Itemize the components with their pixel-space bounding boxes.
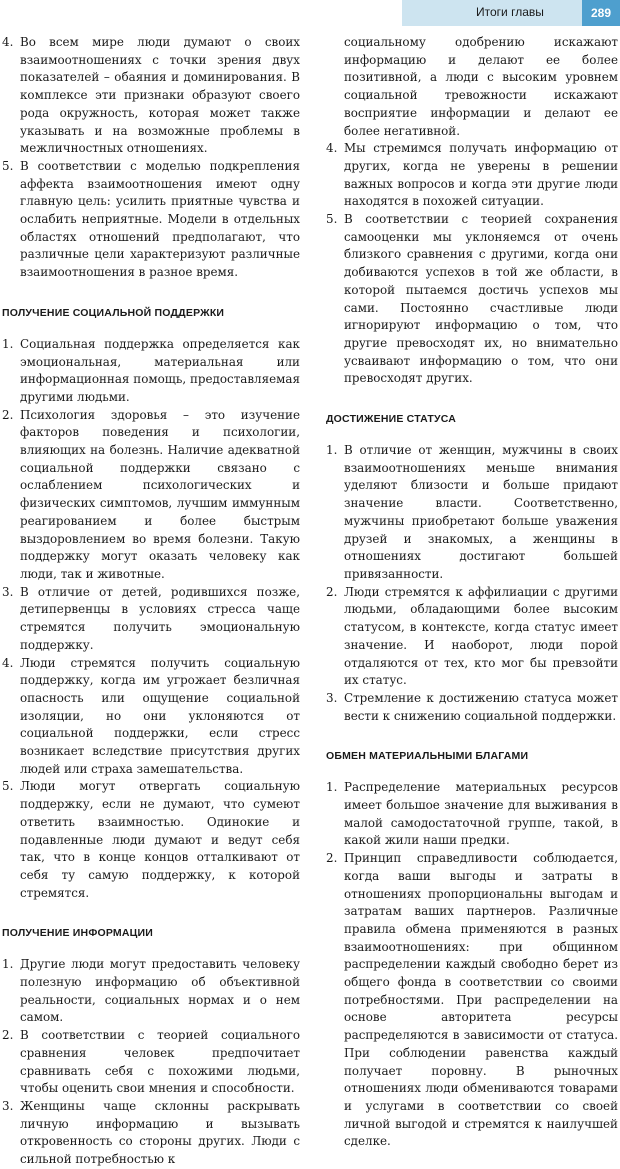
chapter-summary-title: Итоги главы (476, 5, 544, 19)
item-number: 1. (326, 780, 338, 795)
list-item (326, 211, 618, 388)
item-number: 5. (2, 779, 14, 794)
list-item (326, 850, 618, 1151)
list-item (2, 1098, 300, 1169)
item-number: 3. (2, 1098, 14, 1113)
item-number: 5. (326, 212, 338, 227)
item-number: 3. (2, 584, 14, 599)
information-list (2, 956, 300, 1168)
list-item (2, 34, 300, 158)
item-text: Люди могут отвергать социальную поддержку, если не думают, что сумеют ответить взаимностью. Одинокие и подавленные люди думают и ведут себя так, что в конце концов отталкивают от себя ту самую поддержку, к которой стремятся. (20, 779, 300, 900)
list-item (2, 1027, 300, 1098)
item-number: 1. (326, 443, 338, 458)
list-item (326, 690, 618, 725)
item-text: Женщины чаще склонны раскрывать личную информацию и вызывать откровенность со стороны других. Люди с сильной потребностью к (20, 1098, 300, 1167)
item-number: 2. (326, 584, 338, 599)
item-text: Люди стремятся получить социальную поддержку, когда им угрожает безличная опасность или ощущение социальной изоляции, но они уклоняются от социальной поддержки, если стресс возникает вследствие присутствия других людей или страха замешательства. (20, 655, 300, 776)
list-item (326, 779, 618, 850)
continued-list (326, 34, 618, 388)
item-number: 1. (2, 957, 14, 972)
item-text: Распределение материальных ресурсов имеет большое значение для выживания в малой самодостаточной группе, такой, в какой жили наши предки. (344, 780, 618, 848)
item-text: В отличие от детей, родившихся позже, детипервенцы в условиях стресса чаще стремятся получить эмоциональную поддержку. (20, 584, 300, 652)
list-item (326, 442, 618, 584)
item-text: В соответствии с теорией сохранения самооценки мы уклоняемся от очень близкого сравнения с другими, когда они добиваются успехов в той же области, в которой пытаемся достичь успехов мы сами. Постоянно счастливые люди игнорируют информацию о том, что другие превосходят их, но внимательно усваивают информацию о том, что они превосходят других. (344, 212, 618, 386)
list-item (2, 158, 300, 282)
section-heading-information: ПОЛУЧЕНИЕ ИНФОРМАЦИИ (2, 927, 153, 940)
page-header (0, 0, 620, 26)
item-text: социальному одобрению искажают информацию и делают ее более позитивной, а люди с высоким уровнем социальной тревожности искажают восприятие информации и делают ее более негативной. (344, 35, 618, 138)
item-number: 2. (2, 1028, 14, 1043)
section-heading-exchange: ОБМЕН МАТЕРИАЛЬНЫМИ БЛАГАМИ (326, 750, 529, 763)
item-number: 4. (2, 35, 14, 49)
left-column (2, 34, 300, 1169)
item-text: Во всем мире люди думают о своих взаимоотношениях с точки зрения двух показателей – обаяния и доминирования. В комплексе эти признаки образуют своего рода окружность, которая может также указывать и на возможные проблемы в межличностных отношениях. (20, 35, 300, 156)
status-list (326, 442, 618, 725)
list-item (326, 584, 618, 690)
item-number: 3. (326, 690, 338, 705)
item-text: Социальная поддержка определяется как эмоциональная, материальная или информационная помощь, предоставляемая другими людьми. (20, 336, 300, 404)
item-text: Другие люди могут предоставить человеку полезную информацию об объективной реальности, социальных нормах и о нем самом. (20, 957, 300, 1025)
page-number: 289 (582, 0, 620, 26)
section-heading-status: ДОСТИЖЕНИЕ СТАТУСА (326, 413, 457, 426)
item-number: 4. (2, 655, 14, 670)
list-item (2, 407, 300, 584)
list-item (2, 956, 300, 1027)
item-text: В отличие от женщин, мужчины в своих взаимоотношениях меньше внимания уделяют близости и больше придают значение власти. Соответственно, мужчины приобретают больше уважения друзей и знакомых, а женщины в отношениях достигают большей привязанности. (344, 443, 618, 581)
intro-list (2, 34, 300, 282)
item-text: Принцип справедливости соблюдается, когда ваши выгоды и затраты в отношениях пропорциональны выгодам и затратам ваших партнеров. Различные правила обмена применяются в разных взаимоотношениях: при общинном распределении каждый свободно берет из общего фонда в соответствии со своими потребностями. При распределении на основе авторитета ресурсы распределяются в зависимости от статуса. При соблюдении равенства каждый получает поровну. В рыночных отношениях люди обмениваются товарами и услугами в соответствии со своей личной выгодой и стремятся к наилучшей сделке. (344, 851, 618, 1149)
item-text: Стремление к достижению статуса может вести к снижению социальной поддержки. (344, 690, 618, 723)
list-item (2, 778, 300, 902)
item-number: 2. (2, 407, 14, 422)
list-item (2, 336, 300, 407)
item-text: В соответствии с моделью подкрепления аффекта взаимоотношения имеют одну главную цель: усилить приятные чувства и ослабить неприятные. Модели в отдельных областях отношений предполагают, что различные цели характеризуют различные взаимоотношения в разное время. (20, 158, 300, 280)
list-item (326, 34, 618, 140)
item-text: Психология здоровья – это изучение факторов поведения и психологии, влияющих на болезнь. Наличие адекватной социальной поддержки связано с ослаблением психологических и физических симптомов, лучшим иммунным реагированием и более быстрым выздоровлением во время болезни. Такую поддержку могут оказать человеку как люди, так и животные. (20, 407, 300, 581)
list-item (2, 655, 300, 779)
list-item (326, 140, 618, 211)
section-heading-social-support: ПОЛУЧЕНИЕ СОЦИАЛЬНОЙ ПОДДЕРЖКИ (2, 306, 225, 319)
list-item (2, 584, 300, 655)
right-column (326, 34, 618, 1151)
item-number: 5. (2, 158, 14, 173)
exchange-list (326, 779, 618, 1151)
item-text: Мы стремимся получать информацию от других, когда не уверены в решении важных вопросов и когда эти другие люди находятся в похожей ситуации. (344, 141, 618, 209)
item-text: Люди стремятся к аффилиации с другими людьми, обладающими более высоким статусом, в контексте, когда статус имеет значение. И наоборот, люди порой отдаляются от тех, кто мог бы превзойти их статус. (344, 584, 618, 688)
item-number: 2. (326, 851, 338, 866)
item-text: В соответствии с теорией социального сравнения человек предпочитает сравнивать себя с похожими людьми, чтобы оценить свои мнения и способности. (20, 1028, 300, 1096)
item-number: 4. (326, 141, 338, 156)
item-number: 1. (2, 336, 14, 351)
social-support-list (2, 336, 300, 903)
